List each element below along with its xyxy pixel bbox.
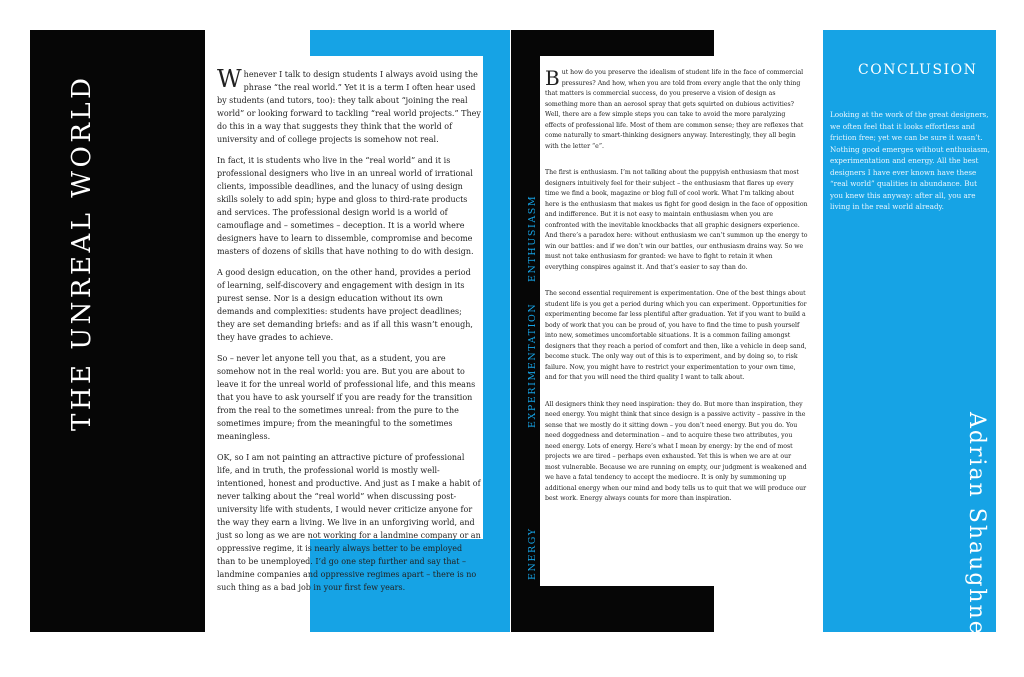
conclusion-text: Looking at the work of the great designers, we often feel that it looks effortless and friction free; yet we can be sure it wasn’t. Nothing good emerges without enthusiasm, experimentation and energy. All the best designers I have ever known have these “real world” qualities in abundance. But you knew this anyway: after all, you are living in the real world already.	[830, 110, 990, 211]
article-left-page	[205, 56, 483, 592]
article-paragraph-enthusiasm: The first is enthusiasm. I’m not talking about the puppyish enthusiasm that most designers intuitively feel for their subject – the enthusiasm that flares up every time we find a book, magazine or blog full of cool work. What I’m talking about here is the enthusiasm that makes us fight for good design in the face of opposition and indifference. But it is not easy to maintain enthusiasm when you are confronted with the inevitable knockbacks that all graphic designers experience. And there’s a paradox here: without enthusiasm we can’t summon up the energy to win our battles: and if we don’t win our battles, our enthusiasm drains way. So we must not take enthusiasm for granted: we have to fight to retain it when everything conspires against it. And that’s easier to say than do.	[545, 169, 808, 271]
article-right-page	[540, 56, 810, 586]
article-paragraph-2: In fact, it is students who live in the “real world” and it is professional designers who live in an unreal world of irrational clients, impossible deadlines, and the lunacy of using design skills solely to add spin; hype and gloss to third-rate products and services. The professional design world is a world of camouflage and – sometimes – deception. It is a world where designers have to learn to dissemble, compromise and become masters of dozens of skills that have nothing to do with design.	[217, 156, 474, 256]
drop-cap-w: W	[217, 65, 242, 93]
drop-cap-b: B	[545, 66, 560, 90]
article-paragraph-4: So – never let anyone tell you that, as a student, you are somehow not in the real world: you are. But you are about to leave it for the unreal world of professional life, and this means that you have to ask yourself if you are ready for the transition from the real to the sometimes unreal: from the pure to the sometimes impure; from the meaningful to the sometimes meaningless.	[217, 354, 476, 441]
article-paragraph-intro: But how do you preserve the idealism of student life in the face of commercial pressures? And how, when you are told from every angle that the only thing that matters is commercial success, do you preserve a vision of design as something more than an aerosol spray that gets squirted on dubious activities? Well, there are a few simple steps you can take to avoid the more paralyzing effects of professional life. Most of them are common sense; they are reflexes that come naturally to smart-thinking designers anyway. Interestingly, they all begin with the letter “e”.	[545, 66, 804, 150]
article-paragraph-1: Whenever I talk to design students I always avoid using the phrase “the real world.” Yet it is a term I often hear used by students (and tutors, too): they talk about “joining the real world” or looking forward to tackling “real world projects.” They do this in a way that suggests they think that the world of university and of college projects is somehow not real.	[217, 65, 481, 144]
article-paragraph-experimentation: The second essential requirement is experimentation. One of the best things about student life is you get a period during which you can experiment. Opportunities for experimenting become far less plentiful after graduation. Yet if you want to build a body of work that you can be proud of, you have to find the time to push yourself into new, sometimes uncomfortable situations. It is a common failing amongst designers that they reach a period of comfort and then, like a vehicle in deep sand, become stuck. The only way out of this is to experiment, and by doing so, to risk failure. Now, you might have to restrict your experimentation to your own time, and for that you will need the third quality I want to talk about.	[545, 290, 807, 381]
page-title: THE UNREAL WORLD	[67, 74, 97, 431]
section-label-experimentation: EXPERIMENTATION	[527, 302, 538, 428]
article-paragraph-3: A good design education, on the other hand, provides a period of learning, self-discovery and engagement with design in its purest sense. Nor is a design education without its own demands and complexities: students have project deadlines; they are set demanding briefs: and as if all this wasn’t enough, they have grades to achieve.	[217, 268, 473, 342]
black-side-panel	[30, 30, 205, 632]
article-paragraph-energy: All designers think they need inspiration: they do. But more than inspiration, they need energy. You might think that since design is a passive activity – passive in the sense that we mostly do it sitting down – you don’t need energy. But you do. You need doggedness and determination – and to acquire these two attributes, you need energy. Lots of energy. Here’s what I mean by energy: by the end of most projects we are tired – perhaps even exhausted. Yet this is when we are at our most vulnerable. Because we are running on empty, our judgment is weakened and we have a fatal tendency to accept the mediocre. It is only by summoning up additional energy when our mind and body tells us to quit that we will produce our best work. Energy always counts for more than inspiration.	[545, 400, 807, 502]
conclusion-heading: CONCLUSION	[858, 62, 978, 78]
article-paragraph-5: OK, so I am not painting an attractive picture of professional life, and in truth, the professional world is mostly well-intentioned, honest and productive. And just as I make a habit of never talking about the “real world” when discussing post-university life with students, I would never criticize anyone for the way they earn a living. We live in an unforgiving world, and just so long as we are not working for a landmine company or an oppressive regime, it is nearly always better to be employed than to be unemployed. I’d go one step further and say that – landmine companies and oppressive regimes apart – there is no such thing as a bad job in your first few years.	[217, 453, 481, 592]
section-label-energy: ENERGY	[527, 527, 538, 580]
author-name: Adrian Shaughnessy	[964, 412, 989, 677]
section-label-enthusiasm: ENTHUSIASM	[527, 194, 538, 282]
